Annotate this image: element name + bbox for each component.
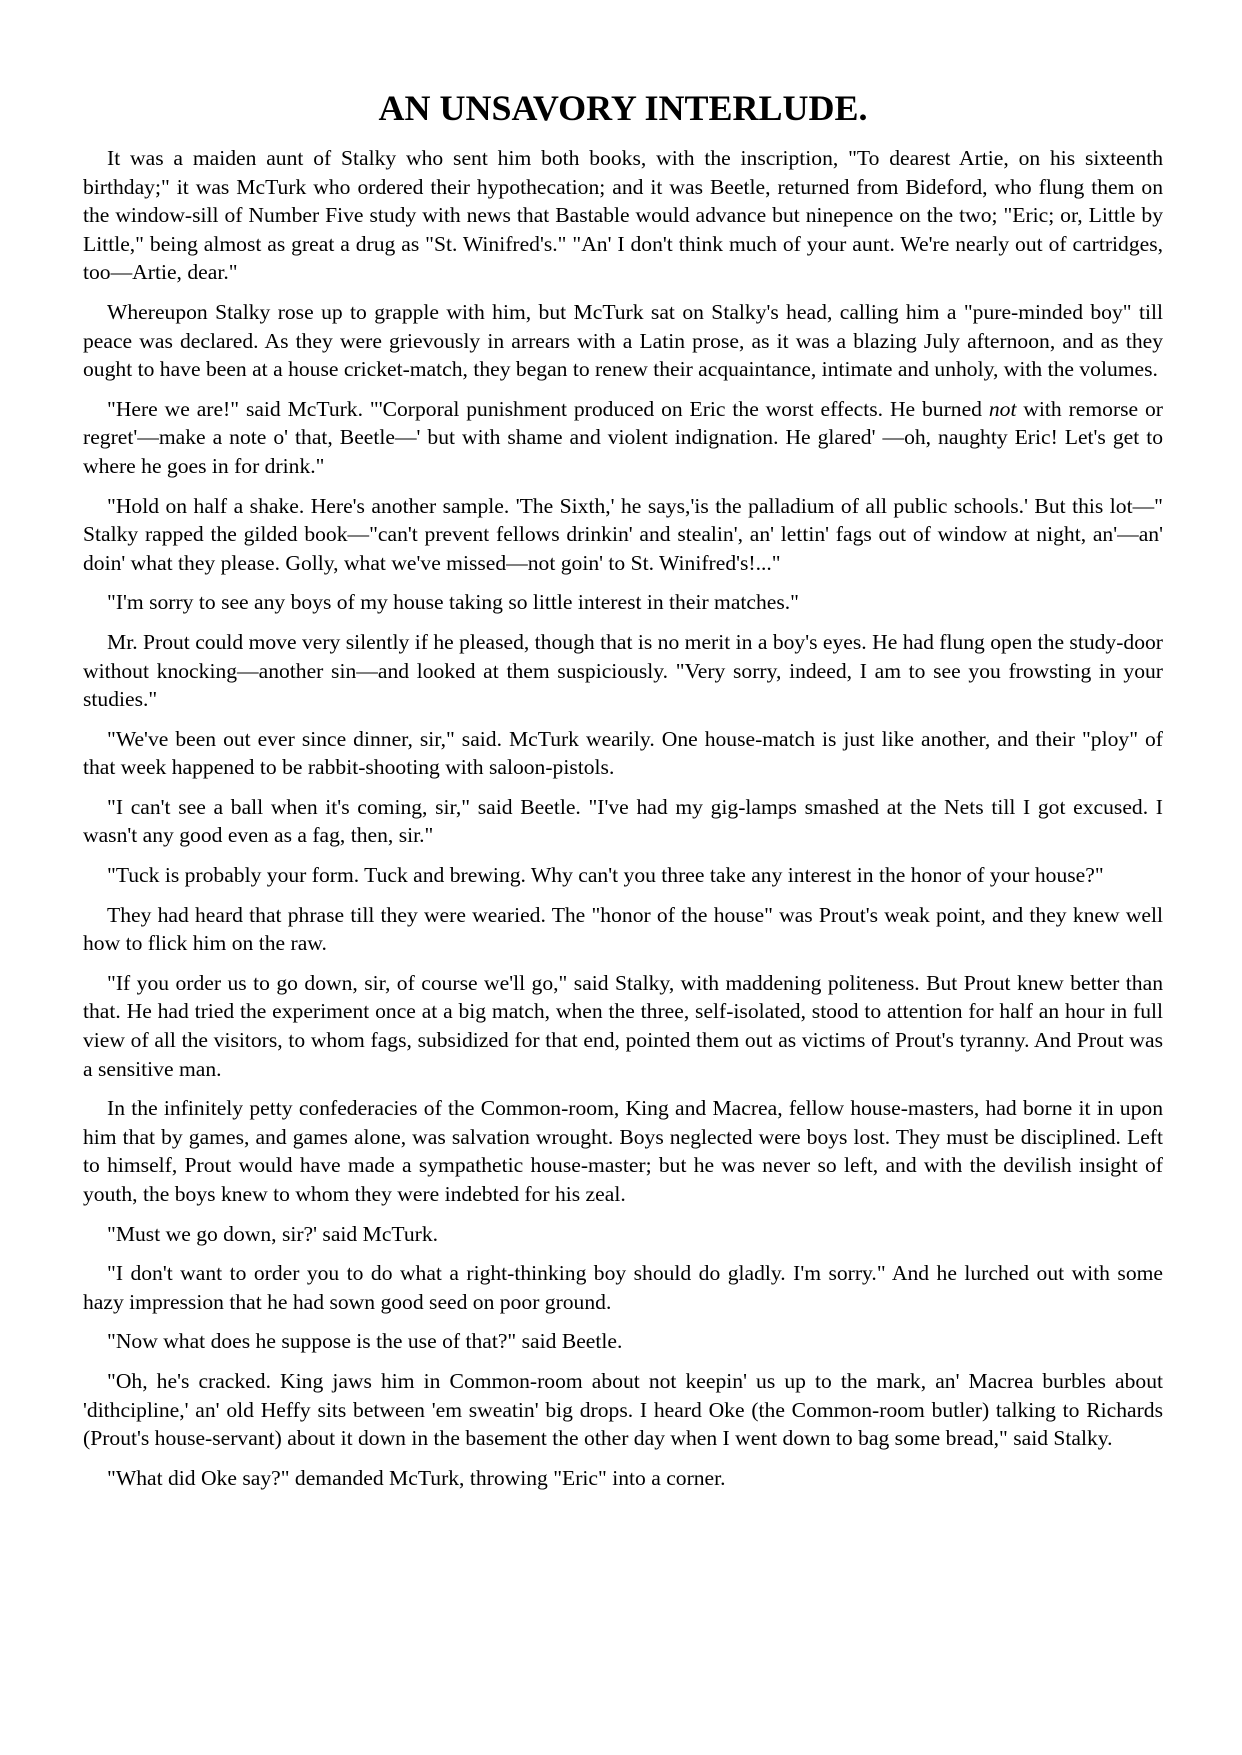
paragraph-15: "Now what does he suppose is the use of that?" said Beetle.	[107, 1329, 623, 1354]
paragraph-10: They had heard that phrase till they were wearied. The "honor of the house" was Prout's weak point, and they knew well how to flick him on the raw.	[83, 902, 1163, 956]
paragraph-17: "What did Oke say?" demanded McTurk, throwing "Eric" into a corner.	[107, 1465, 726, 1490]
paragraph-16: "Oh, he's cracked. King jaws him in Common-room about not keepin' us up to the mark, an' Macrea burbles about 'dithcipline,' an' old Heffy sits between 'em sweatin' big drops. I heard Oke (the Common-room butler) talking to Richards (Prout's house-servant) about it down in the basement the other day when I went down to bag some bread," said Stalky.	[83, 1368, 1163, 1451]
paragraph-1: It was a maiden aunt of Stalky who sent him both books, with the inscription, "To dearest Artie, on his sixteenth birthday;" it was McTurk who ordered their hypothecation; and it was Beetle, returned from Bideford, who flung them on the window-sill of Number Five study with news that Bastable would advance but ninepence on the two; "Eric; or, Little by Little," being almost as great a drug as "St. Winifred's." "An' I don't think much of your aunt. We're nearly out of cartridges, too—Artie, dear."	[83, 146, 1163, 285]
paragraph-11: "If you order us to go down, sir, of course we'll go," said Stalky, with maddening politeness. But Prout knew better than that. He had tried the experiment once at a big match, when the three, self-isolated, stood to attention for half an hour in full view of all the visitors, to whom fags, subsidized for that end, pointed them out as victims of Prout's tyranny. And Prout was a sensitive man.	[83, 970, 1163, 1081]
paragraph-3	[83, 395, 1163, 481]
paragraph-7: "We've been out ever since dinner, sir," said. McTurk wearily. One house-match is just like another, and their "ploy" of that week happened to be rabbit-shooting with saloon-pistols.	[83, 726, 1163, 780]
paragraph-9: "Tuck is probably your form. Tuck and brewing. Why can't you three take any interest in the honor of your house?"	[107, 863, 1104, 888]
paragraph-12: In the infinitely petty confederacies of the Common-room, King and Macrea, fellow house-masters, had borne it in upon him that by games, and games alone, was salvation wrought. Boys neglected were boys lost. They must be disciplined. Left to himself, Prout would have made a sympathetic house-master; but he was never so left, and with the devilish insight of youth, the boys knew to whom they were indebted for his zeal.	[83, 1096, 1163, 1206]
paragraph-2: Whereupon Stalky rose up to grapple with him, but McTurk sat on Stalky's head, calling him a "pure-minded boy" till peace was declared. As they were grievously in arrears with a Latin prose, as it was a blazing July afternoon, and as they ought to have been at a house cricket-match, they began to renew their acquaintance, intimate and unholy, with the volumes.	[83, 299, 1163, 382]
paragraph-3-emphasis: not	[988, 396, 1017, 421]
paragraph-6: Mr. Prout could move very silently if he pleased, though that is no merit in a boy's eyes. He had flung open the study-door without knocking—another sin—and looked at them suspiciously. "Very sorry, indeed, I am to see you frowsting in your studies."	[83, 629, 1163, 712]
paragraph-14: "I don't want to order you to do what a right-thinking boy should do gladly. I'm sorry." And he lurched out with some hazy impression that he had sown good seed on poor ground.	[83, 1261, 1163, 1314]
paragraph-8: "I can't see a ball when it's coming, sir," said Beetle. "I've had my gig-lamps smashed at the Nets till I got excused. I wasn't any good even as a fag, then, sir."	[83, 794, 1163, 848]
document-page	[83, 86, 1163, 1503]
paragraph-3-after: with remorse or regret'—make a note o' that, Beetle—' but with shame and violent indignation. He glared' —oh, naughty Eric! Let's get to where he goes in for drink."	[83, 396, 1163, 478]
paragraph-13: "Must we go down, sir?' said McTurk.	[107, 1221, 439, 1246]
paragraph-4: "Hold on half a shake. Here's another sample. 'The Sixth,' he says,'is the palladium of all public schools.' But this lot—" Stalky rapped the gilded book—"can't prevent fellows drinkin' and stealin', an' lettin' fags out of window at night, an'—an' doin' what they please. Golly, what we've missed—not goin' to St. Winifred's!..."	[83, 493, 1163, 575]
paragraph-5: "I'm sorry to see any boys of my house taking so little interest in their matches."	[107, 590, 799, 615]
chapter-title: AN UNSAVORY INTERLUDE.	[378, 88, 868, 128]
paragraph-3-before: "Here we are!" said McTurk. "'Corporal punishment produced on Eric the worst effects. He burned	[107, 396, 989, 421]
